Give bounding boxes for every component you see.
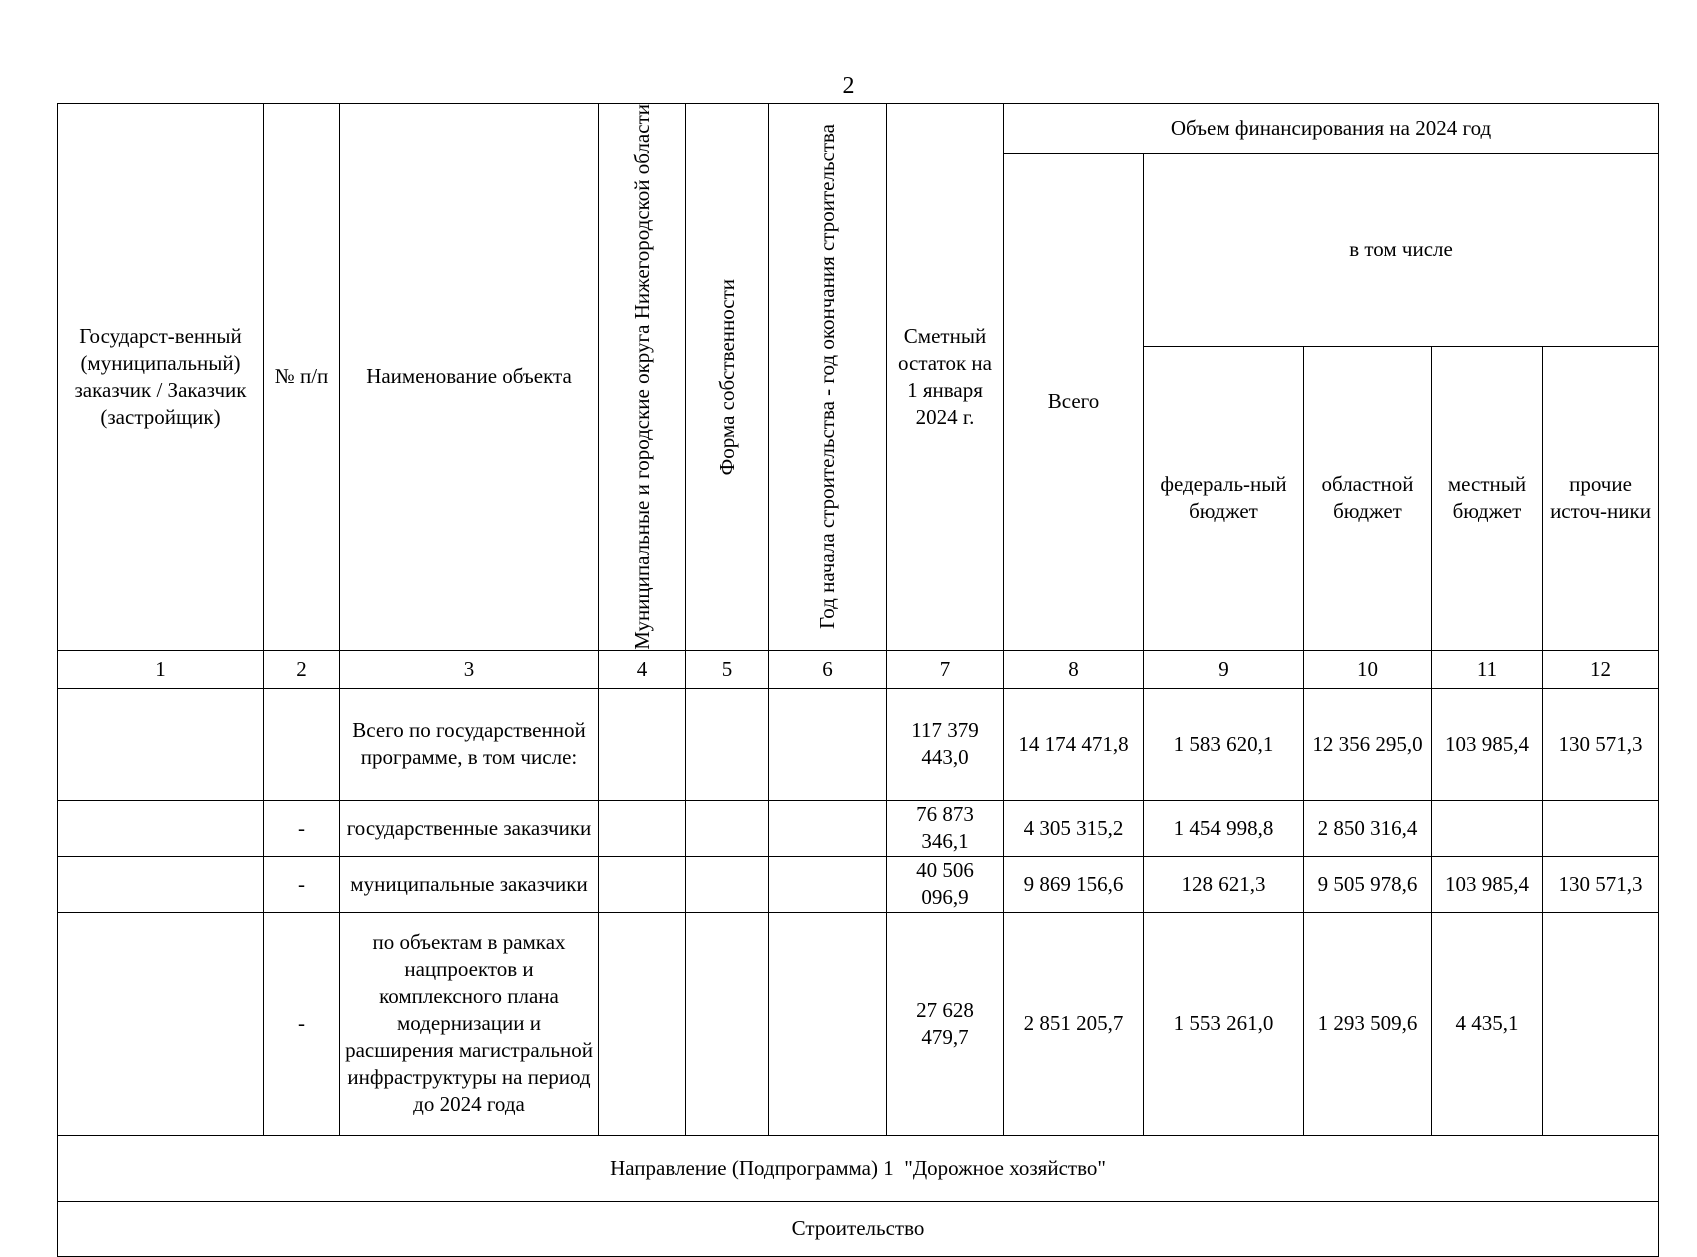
- cell-other: [1543, 912, 1659, 1135]
- header-object-name: Наименование объекта: [340, 104, 599, 651]
- header-estimate-balance: Сметный остаток на 1 января 2024 г.: [887, 104, 1004, 651]
- header-construction-years: [769, 104, 887, 651]
- cell-number: -: [264, 856, 340, 912]
- cell-district: [599, 856, 686, 912]
- cell-federal: 128 621,3: [1144, 856, 1304, 912]
- cell-object-name: по объектам в рамках нацпроектов и комплексного плана модернизации и расширения магистральной инфраструктуры на период до 2024 года: [340, 912, 599, 1135]
- cell-federal: 1 583 620,1: [1144, 688, 1304, 800]
- cell-total: 4 305 315,2: [1004, 800, 1144, 856]
- cell-district: [599, 912, 686, 1135]
- header-regional-budget: областной бюджет: [1304, 346, 1432, 650]
- column-number: 6: [769, 650, 887, 688]
- cell-number: -: [264, 912, 340, 1135]
- column-number: 4: [599, 650, 686, 688]
- cell-customer: [58, 800, 264, 856]
- cell-years: [769, 688, 887, 800]
- section-row-direction: [58, 1135, 1659, 1201]
- column-number: 11: [1432, 650, 1543, 688]
- header-federal-budget: федераль-ный бюджет: [1144, 346, 1304, 650]
- cell-ownership: [686, 912, 769, 1135]
- cell-number: [264, 688, 340, 800]
- cell-other: 130 571,3: [1543, 688, 1659, 800]
- cell-customer: [58, 856, 264, 912]
- header-financing-group: Объем финансирования на 2024 год: [1004, 104, 1659, 154]
- cell-years: [769, 912, 887, 1135]
- header-row-1: [58, 104, 1659, 154]
- cell-total: 2 851 205,7: [1004, 912, 1144, 1135]
- cell-estimate: 40 506 096,9: [887, 856, 1004, 912]
- budget-table: [57, 103, 1659, 1257]
- section-direction-title: Направление (Подпрограмма) 1 "Дорожное хозяйство": [58, 1135, 1659, 1201]
- header-customer: Государст-венный (муниципальный) заказчик / Заказчик (застройщик): [58, 104, 264, 651]
- cell-ownership: [686, 688, 769, 800]
- table-row-national-projects: [58, 912, 1659, 1135]
- cell-federal: 1 553 261,0: [1144, 912, 1304, 1135]
- cell-local: 103 985,4: [1432, 688, 1543, 800]
- cell-customer: [58, 912, 264, 1135]
- header-construction-years-text: Год начала строительства - год окончания строительства: [815, 124, 839, 630]
- cell-customer: [58, 688, 264, 800]
- table-row-state-customers: [58, 800, 1659, 856]
- cell-local: 103 985,4: [1432, 856, 1543, 912]
- header-including-group: в том числе: [1144, 154, 1659, 347]
- column-number: 3: [340, 650, 599, 688]
- cell-object-name: муниципальные заказчики: [340, 856, 599, 912]
- section-construction-title: Строительство: [58, 1201, 1659, 1256]
- cell-years: [769, 856, 887, 912]
- column-number: 8: [1004, 650, 1144, 688]
- cell-object-name: государственные заказчики: [340, 800, 599, 856]
- cell-local: 4 435,1: [1432, 912, 1543, 1135]
- cell-other: 130 571,3: [1543, 856, 1659, 912]
- table-row-total: [58, 688, 1659, 800]
- cell-estimate: 117 379 443,0: [887, 688, 1004, 800]
- cell-district: [599, 688, 686, 800]
- cell-regional: 12 356 295,0: [1304, 688, 1432, 800]
- cell-total: 9 869 156,6: [1004, 856, 1144, 912]
- cell-regional: 9 505 978,6: [1304, 856, 1432, 912]
- header-number: № п/п: [264, 104, 340, 651]
- cell-local: [1432, 800, 1543, 856]
- cell-regional: 1 293 509,6: [1304, 912, 1432, 1135]
- cell-years: [769, 800, 887, 856]
- cell-ownership: [686, 856, 769, 912]
- column-number: 1: [58, 650, 264, 688]
- header-other-sources: прочие источ-ники: [1543, 346, 1659, 650]
- cell-other: [1543, 800, 1659, 856]
- cell-estimate: 76 873 346,1: [887, 800, 1004, 856]
- section-row-construction: [58, 1201, 1659, 1256]
- cell-number: -: [264, 800, 340, 856]
- cell-regional: 2 850 316,4: [1304, 800, 1432, 856]
- cell-total: 14 174 471,8: [1004, 688, 1144, 800]
- header-ownership-form-text: Форма собственности: [714, 278, 739, 476]
- cell-federal: 1 454 998,8: [1144, 800, 1304, 856]
- header-ownership-form: [686, 104, 769, 651]
- header-municipal-districts: [599, 104, 686, 651]
- table-row-municipal-customers: [58, 856, 1659, 912]
- header-municipal-districts-text: Муниципальные и городские округа Нижегородской области: [629, 104, 654, 650]
- cell-object-name: Всего по государственной программе, в том числе:: [340, 688, 599, 800]
- header-local-budget: местный бюджет: [1432, 346, 1543, 650]
- column-number: 12: [1543, 650, 1659, 688]
- column-number: 9: [1144, 650, 1304, 688]
- cell-district: [599, 800, 686, 856]
- cell-estimate: 27 628 479,7: [887, 912, 1004, 1135]
- cell-ownership: [686, 800, 769, 856]
- column-number-row: [58, 650, 1659, 688]
- column-number: 2: [264, 650, 340, 688]
- column-number: 5: [686, 650, 769, 688]
- header-total: Всего: [1004, 154, 1144, 651]
- column-number: 7: [887, 650, 1004, 688]
- page-number: 2: [842, 73, 855, 99]
- column-number: 10: [1304, 650, 1432, 688]
